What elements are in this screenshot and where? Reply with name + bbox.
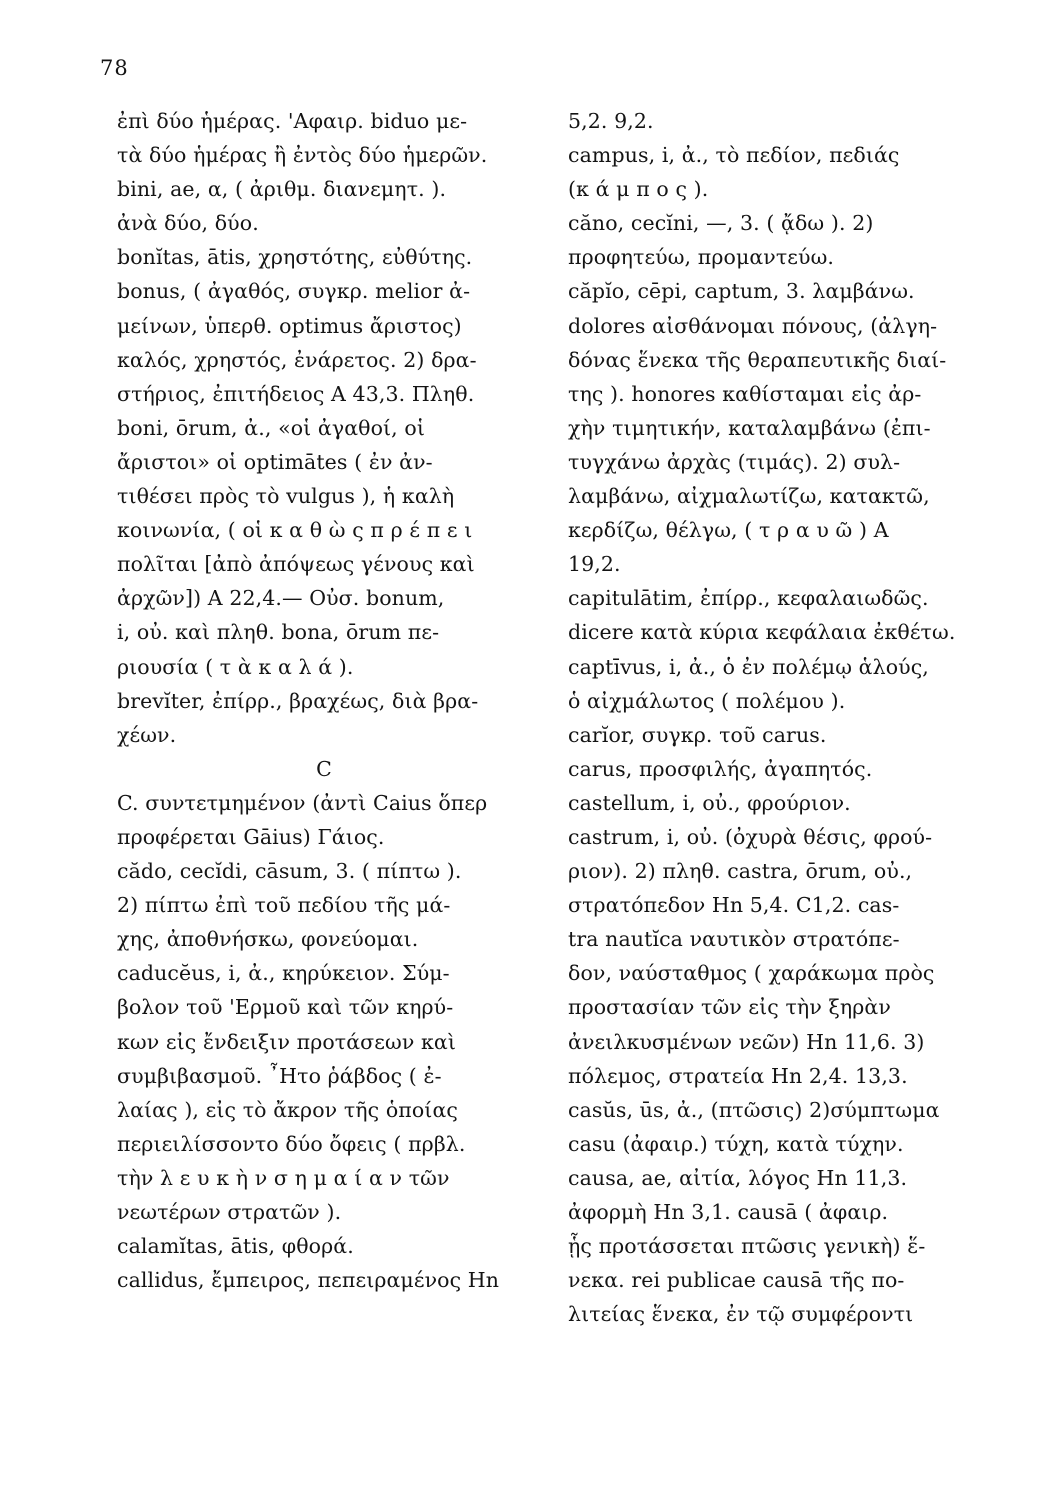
text-line: προστασίαν τῶν εἰς τὴν ξηρὰν (568, 995, 891, 1020)
text-line: βολον τοῦ 'Ερμοῦ καὶ τῶν κηρύ- (117, 995, 454, 1020)
text-line: λαμβάνω, αἰχμαλωτίζω, κατακτῶ, (568, 484, 930, 509)
text-line: castellum, i, οὐ., φρούριον. (568, 790, 851, 815)
text-line: caducĕus, i, ἀ., κηρύκειον. Σύμ- (117, 961, 450, 986)
text-line: ἀφορμὴ Hn 3,1. causā ( ἀφαιρ. (568, 1200, 889, 1224)
text-line: carĭor, συγκρ. τοῦ carus. (568, 722, 827, 747)
text-line: ριον). 2) πληθ. castra, ōrum, οὐ., (568, 859, 913, 884)
text-line: casu (ἀφαιρ.) τύχη, κατὰ τύχην. (568, 1131, 904, 1156)
text-line: χης, ἀποθνήσκω, φονεύομαι. (117, 927, 419, 952)
text-line: dolores αἰσθάνομαι πόνους, (ἀλγη- (568, 313, 938, 338)
text-line: δον, ναύσταθμος ( χαράκωμα πρὸς (568, 961, 935, 986)
text-line: ἄριστοι» οἱ optimātes ( ἐν ἀν- (117, 449, 433, 474)
text-line: ἐπὶ δύο ἡμέρας. 'Αφαιρ. biduo με- (117, 109, 468, 133)
text-line: λιτείας ἕνεκα, ἐν τῷ συμφέροντι (568, 1302, 914, 1327)
text-line: ἀνὰ δύο, δύο. (117, 211, 259, 236)
text-line: τὴν λ ε υ κ ὴ ν σ η μ α ί α ν τῶν (117, 1165, 450, 1190)
right-column (568, 104, 998, 1331)
text-line: ᾗς προτάσσεται πτῶσις γενικὴ) ἕ- (568, 1234, 926, 1259)
page-number: 78 (100, 56, 129, 80)
text-line: boni, ōrum, ἀ., «οἱ ἀγαθοί, οἱ (117, 415, 425, 440)
text-line: ὁ αἰχμάλωτος ( πολέμου ). (568, 688, 846, 713)
text-line: C. συντετμημένον (ἀντὶ Caius ὅπερ (117, 790, 488, 815)
text-line: ἀρχῶν]) A 22,4.— Οὐσ. bonum, (117, 586, 445, 611)
text-line: τιθέσει πρὸς τὸ vulgus ), ἡ καλὴ (117, 484, 455, 509)
text-line: causa, ae, αἰτία, λόγος Hn 11,3. (568, 1165, 908, 1190)
text-line: bonĭtas, ātis, χρηστότης, εὐθύτης. (117, 245, 473, 270)
text-line: bonus, ( ἀγαθός, συγκρ. melior ἀ- (117, 279, 471, 304)
text-line: προφέρεται Gāius) Γάιος. (117, 824, 385, 849)
text-line: bini, ae, α, ( ἀριθμ. διανεμητ. ). (117, 177, 447, 202)
text-line: κερδίζω, θέλγω, ( τ ρ α υ ῶ ) A (568, 518, 889, 543)
text-line: căd​o, cecĭdi, cāsum, 3. ( πίπτω ). (117, 859, 462, 884)
text-line: calamĭtas, ātis, φθορά. (117, 1234, 354, 1259)
text-line: i, οὐ. καὶ πληθ. bona, ōrum πε- (117, 620, 440, 645)
text-line: brevĭter, ἐπίρρ., βραχέως, διὰ βρα- (117, 688, 479, 713)
text-line: casŭs, ūs, ἀ., (πτῶσις) 2)σύμπτωμα (568, 1097, 940, 1122)
text-line: capitulātim, ἐπίρρ., κεφαλαιωδῶς. (568, 586, 929, 611)
text-line: προφητεύω, προμαντεύω. (568, 245, 835, 270)
section-heading: C (316, 756, 332, 781)
text-line: στρατόπεδον Hn 5,4. C1,2. cas- (568, 893, 900, 918)
text-line: συμβιβασμοῦ. ῏Ητο ῥάβδος ( ἐ- (117, 1063, 442, 1088)
text-line: căpĭo, cēpi, captum, 3. λαμβάνω. (568, 279, 915, 304)
text-line: captīvus, i, ἀ., ὁ ἐν πολέμῳ ἁλούς, (568, 654, 929, 679)
text-line: campus, i, ἀ., τὸ πεδίον, πεδιάς (568, 143, 900, 168)
text-line: δόνας ἕνεκα τῆς θεραπευτικῆς διαί- (568, 347, 947, 372)
text-line: 2) πίπτω ἐπὶ τοῦ πεδίου τῆς μά- (117, 893, 451, 918)
text-line: χὴν τιμητικήν, καταλαμβάνω (ἐπι- (568, 415, 931, 440)
text-line: ριουσία ( τ ὰ κ α λ ά ). (117, 654, 354, 679)
text-line: căno, cecĭni, —, 3. ( ᾄδω ). 2) (568, 211, 874, 236)
text-line: τὰ δύο ἡμέρας ἢ ἐντὸς δύο ἡμερῶν. (117, 143, 488, 168)
text-line: νεωτέρων στρατῶν ). (117, 1200, 342, 1224)
text-line: callidus, ἔμπειρος, πεπειραμένος Hn (117, 1268, 500, 1293)
text-line: τυγχάνω ἀρχὰς (τιμάς). 2) συλ- (568, 449, 901, 474)
text-line: κοινωνία, ( οἱ κ α θ ὼ ς π ρ έ π ε ι (117, 518, 473, 543)
text-line: castrum, i, οὐ. (ὀχυρὰ θέσις, φρού- (568, 824, 933, 849)
text-line: της ). honores καθίσταμαι εἰς ἀρ- (568, 381, 922, 406)
text-line: στήριος, ἐπιτήδειος A 43,3. Πληθ. (117, 381, 475, 406)
text-line: πολῖται [ἀπὸ ἀπόψεως γένους καὶ (117, 552, 475, 577)
text-line: κων εἰς ἔνδειξιν προτάσεων καὶ (117, 1029, 456, 1054)
text-line: 19,2. (568, 552, 621, 577)
text-line: (κ ά μ π ο ς ). (568, 177, 709, 202)
text-line: carus, προσφιλής, ἀγαπητός. (568, 756, 873, 781)
text-line: λαίας ), εἰς τὸ ἄκρον τῆς ὁποίας (117, 1097, 458, 1122)
text-line: καλός, χρηστός, ἐνάρετος. 2) δρα- (117, 347, 477, 372)
text-line: πόλεμος, στρατεία Hn 2,4. 13,3. (568, 1063, 908, 1088)
text-line: περιειλίσσοντο δύο ὄφεις ( πρβλ. (117, 1131, 466, 1156)
text-line: ἀνειλκυσμένων νεῶν) Hn 11,6. 3) (568, 1029, 925, 1054)
text-line: dicere κατὰ κύρια κεφάλαια ἐκθέτω. (568, 620, 956, 645)
text-line: tra nautĭca ναυτικὸν στρατόπε- (568, 927, 900, 952)
text-line: 5,2. 9,2. (568, 109, 654, 133)
left-column (117, 104, 547, 1297)
text-line: χέων. (117, 722, 177, 747)
text-line: νεκα. rei publicae causā τῆς πο- (568, 1268, 905, 1293)
text-line: μείνων, ὑπερθ. optimus ἄριστος) (117, 313, 462, 338)
